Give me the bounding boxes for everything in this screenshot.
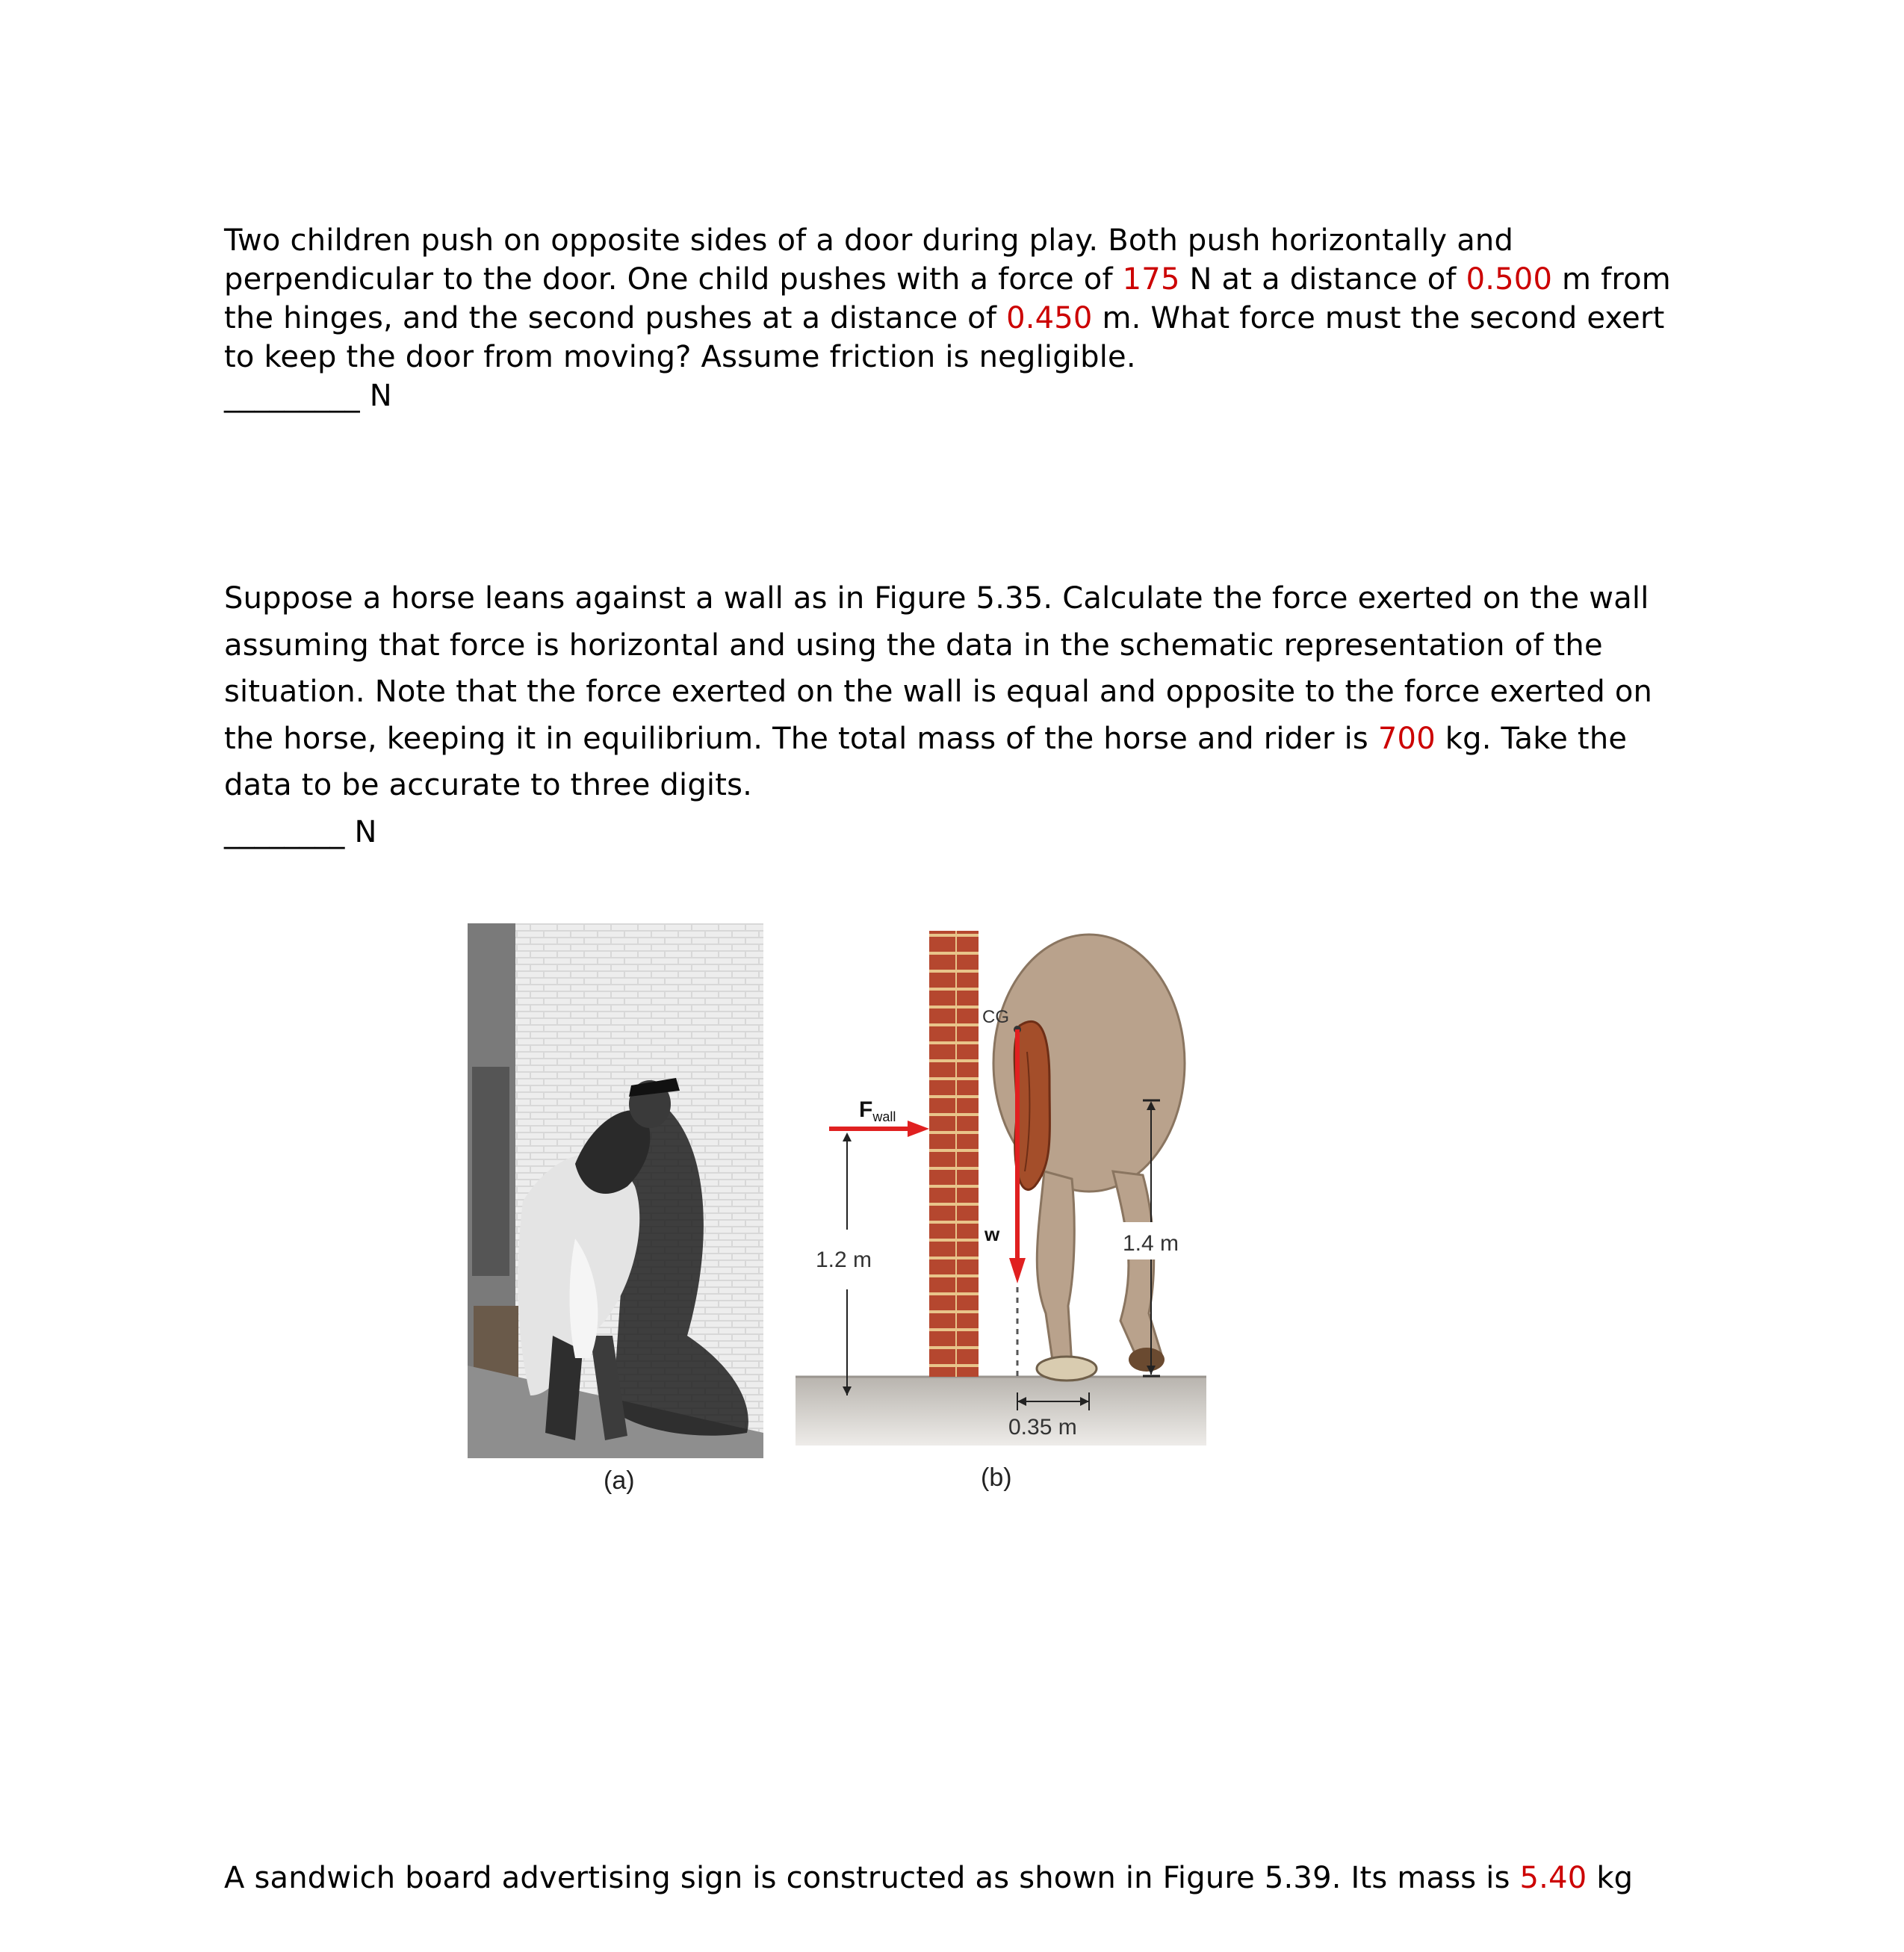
- schematic-diagram: [796, 931, 1206, 1446]
- q3-mass-value: 5.40: [1519, 1861, 1587, 1895]
- weight-arrow-head: [1009, 1258, 1026, 1283]
- question-sandwich-board: [224, 1859, 1688, 1897]
- height-1-2-label: 1.2 m: [816, 1248, 872, 1272]
- q1-answer-blank[interactable]: _________: [224, 379, 360, 413]
- photo-horse-rider: [468, 923, 763, 1458]
- label-b: (b): [981, 1463, 1012, 1492]
- brick-wall: [929, 931, 979, 1377]
- weight-label: w: [984, 1223, 1000, 1245]
- cg-label: CG: [982, 1007, 1009, 1027]
- q2-answer-blank[interactable]: ________: [224, 814, 345, 849]
- ground: [796, 1377, 1206, 1446]
- q2-text-2: kg. Take the data to be accurate to three digits.: [224, 721, 1628, 802]
- q1-text-2: N at a distance of: [1179, 262, 1466, 297]
- q3-text-2: kg: [1587, 1861, 1634, 1895]
- fwall-symbol: F: [859, 1097, 873, 1122]
- height-1-4-label: 1.4 m: [1123, 1231, 1179, 1256]
- q2-mass-value: 700: [1377, 721, 1436, 756]
- q1-text-3: m from the hinges, and the second pushes at a distance of: [224, 262, 1671, 335]
- label-a: (a): [604, 1466, 635, 1495]
- figure-svg: [463, 917, 1225, 1500]
- q2-text-1: Suppose a horse leans against a wall as in Figure 5.35. Calculate the force exerted on the wall assuming that force is horizontal and using the data in the schematic representation of the situation. Note that the force exerted on the wall is equal and opposite to the force exerted on the horse, keeping it in equilibrium. The total mass of the horse and rider is: [224, 581, 1653, 756]
- q1-distance-2-value: 0.450: [1006, 301, 1093, 335]
- figure-horse-leaning: [463, 917, 1225, 1500]
- fwall-subscript: wall: [872, 1109, 896, 1124]
- question-horse-wall: [224, 575, 1688, 855]
- fwall-label: [859, 1097, 896, 1124]
- q1-distance-1-value: 0.500: [1466, 262, 1553, 297]
- q1-text-1: Two children push on opposite sides of a door during play. Both push horizontally and perpendicular to the door. One child pushes with a force of: [224, 223, 1514, 297]
- question-door-torque: [224, 221, 1688, 415]
- fwall-arrow-head: [908, 1121, 929, 1137]
- q2-answer-unit: N: [354, 814, 377, 849]
- q1-text-4: m. What force must the second exert to keep the door from moving? Assume friction is negligible.: [224, 301, 1665, 374]
- q3-text-1: A sandwich board advertising sign is constructed as shown in Figure 5.39. Its mass is: [224, 1861, 1520, 1895]
- offset-0-35-label: 0.35 m: [1008, 1415, 1077, 1440]
- horse-rear-view: [993, 935, 1185, 1381]
- q1-answer-unit: N: [369, 379, 392, 413]
- q1-force-value: 175: [1122, 262, 1180, 297]
